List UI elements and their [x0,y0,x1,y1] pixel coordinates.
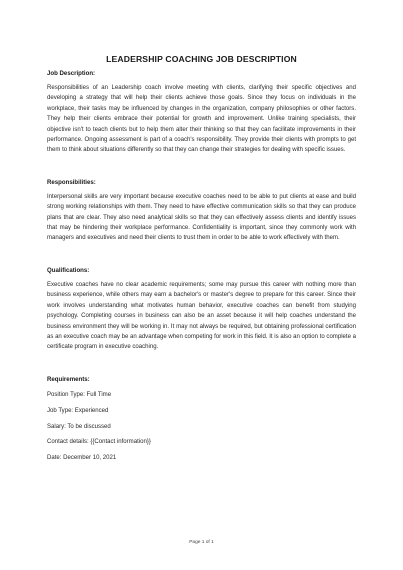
responsibilities-text: Interpersonal skills are very important because executive coaches need to be able to put clients at ease and build strong working relationships with them. They need to have effective communication skills so that they can produce plans that are clear. They also need analytical skills so that they can effectively assess clients and identify issues that may be hindering their workplace performance. Confidentiality is important, since they commonly work with managers and executives and need their clients to trust them in order to be able to work effectively with them. [47,193,356,242]
job-description-heading: Job Description: [47,70,96,77]
job-description-text: Responsibilities of an Leadership coach involve meeting with clients, clarifying their specific objectives and developing a strategy that will help their clients achieve those goals. Since they focus on individuals in the workplace, their tasks may be influenced by changes in the organization, company philosophies or other factors. They help their clients embrace their potential for growth and improvement. Unlike training specialists, their objective isn't to teach clients but to help them alter their thinking so that they can facilitate improvements in their performance. Ongoing assessment is part of a coach's responsibility. They provide their clients with prompts to get them to think about situations differently so that they can change their strategies for dealing with specific issues. [47,85,356,154]
document-body [47,70,356,462]
job-description-section [47,70,356,156]
responsibilities-section [47,179,356,244]
job-type: Job Type: Experienced [47,407,109,414]
qualifications-heading: Qualifications: [47,266,90,274]
requirements-section [47,376,356,462]
page-number: Page 1 of 1 [189,540,214,545]
qualifications-text: Executive coaches have no clear academic requirements; some may pursue this career with nothing more than business experience, while others may earn a bachelor's or master's degree to prepare for this career. Since their work involves understanding what motivates human behavior, executive coaches can benefit from studying psychology. Completing courses in business can also be an asset because it will help coaches understand the business environment they will be working in. It may not always be required, but obtaining professional certification as an executive coach may be an advantage when competing for work in this field. It is also an option to complete a certificate program in executive coaching. [47,281,356,351]
requirements-heading: Requirements: [47,375,90,383]
responsibilities-heading: Responsibilities: [47,178,96,186]
position-type: Position Type: Full Time [47,392,112,399]
qualifications-section [47,267,356,353]
date: Date: December 10, 2021 [47,454,117,461]
salary: Salary: To be discussed [47,423,111,430]
document-title: LEADERSHIP COACHING JOB DESCRIPTION [106,54,297,64]
contact-details: Contact details: {{Contact information}} [47,439,151,446]
